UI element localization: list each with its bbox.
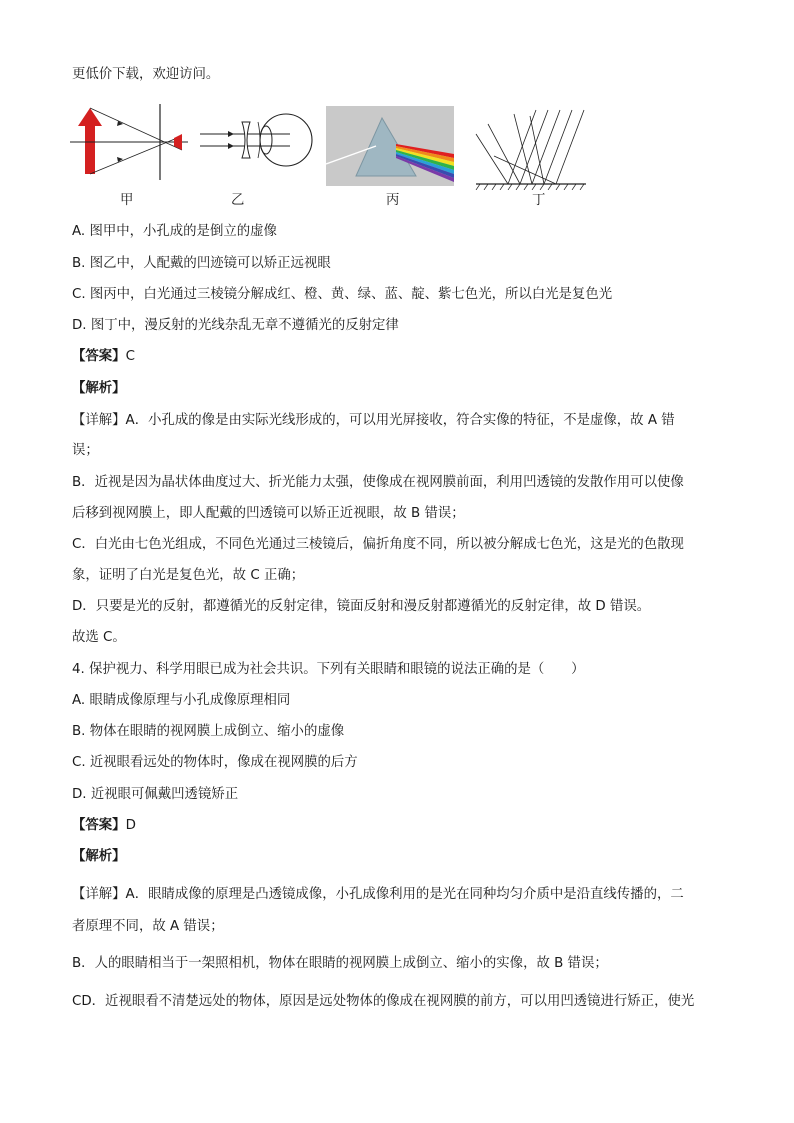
figure-yi-eye-lens bbox=[198, 112, 316, 168]
q4-option-b: B. 物体在眼睛的视网膜上成倒立、缩小的虚像 bbox=[72, 724, 345, 739]
q4-detail-line: CD．近视眼看不清楚远处的物体，原因是远处物体的像成在视网膜的前方，可以用凹透镜进行矫正，使光 bbox=[72, 994, 695, 1009]
q3-detail-line: 误； bbox=[72, 443, 99, 458]
figure-jia-pinhole bbox=[70, 100, 190, 182]
q4-option-c: C. 近视眼看远处的物体时，像成在视网膜的后方 bbox=[72, 755, 358, 770]
q3-option-a: A. 图甲中，小孔成的是倒立的虚像 bbox=[72, 224, 277, 239]
figure-ding-diffuse bbox=[474, 104, 590, 190]
figure-label-jia: 甲 bbox=[120, 193, 134, 208]
q3-analysis-tag: 【解析】 bbox=[72, 381, 126, 396]
q3-detail-line: B．近视是因为晶状体曲度过大、折光能力太强，使像成在视网膜前面，利用凹透镜的发散作用可以使像 bbox=[72, 475, 684, 490]
q4-stem: 4. 保护视力、科学用眼已成为社会共识。下列有关眼睛和眼镜的说法正确的是（ ） bbox=[72, 662, 585, 677]
q3-option-b: B. 图乙中，人配戴的凹迹镜可以矫正远视眼 bbox=[72, 256, 331, 271]
q4-answer-value: D bbox=[125, 818, 136, 833]
q4-analysis-tag: 【解析】 bbox=[72, 849, 126, 864]
q3-detail-line: D．只要是光的反射，都遵循光的反射定律，镜面反射和漫反射都遵循光的反射定律，故 D 错误。 bbox=[72, 599, 651, 614]
q3-answer-tag: 【答案】 bbox=[72, 349, 126, 364]
q4-detail-line: 【详解】A．眼睛成像的原理是凸透镜成像，小孔成像利用的是光在同种均匀介质中是沿直线传播的，二 bbox=[72, 887, 684, 902]
q4-detail-line: 者原理不同，故 A 错误； bbox=[72, 919, 224, 934]
figure-label-yi: 乙 bbox=[231, 193, 245, 208]
q4-option-a: A. 眼睛成像原理与小孔成像原理相同 bbox=[72, 693, 291, 708]
q3-detail-line: 后移到视网膜上，即人配戴的凹透镜可以矫正近视眼，故 B 错误； bbox=[72, 506, 465, 521]
q3-option-c: C. 图丙中，白光通过三棱镜分解成红、橙、黄、绿、蓝、靛、紫七色光，所以白光是复色光 bbox=[72, 287, 613, 302]
q3-answer-value: C bbox=[125, 349, 135, 364]
q3-detail-line: 故选 C。 bbox=[72, 630, 126, 645]
q3-detail-line: 【详解】A．小孔成的像是由实际光线形成的，可以用光屏接收，符合实像的特征，不是虚像，故 A 错 bbox=[72, 413, 675, 428]
q3-detail-line: C．白光由七色光组成，不同色光通过三棱镜后，偏折角度不同，所以被分解成七色光，这是光的色散现 bbox=[72, 537, 684, 552]
header-note: 更低价下载，欢迎访问。 bbox=[72, 67, 220, 82]
figure-bing-prism bbox=[326, 106, 454, 186]
q4-detail-line: B．人的眼睛相当于一架照相机，物体在眼睛的视网膜上成倒立、缩小的实像，故 B 错误； bbox=[72, 956, 608, 971]
q3-detail-line: 象，证明了白光是复色光，故 C 正确； bbox=[72, 568, 305, 583]
figure-label-bing: 丙 bbox=[386, 193, 400, 208]
q4-option-d: D. 近视眼可佩戴凹透镜矫正 bbox=[72, 787, 239, 802]
q4-answer-tag: 【答案】 bbox=[72, 818, 126, 833]
q3-answer bbox=[72, 348, 135, 366]
figure-label-ding: 丁 bbox=[532, 193, 546, 208]
q3-option-d: D. 图丁中，漫反射的光线杂乱无章不遵循光的反射定律 bbox=[72, 318, 399, 333]
q4-answer bbox=[72, 817, 136, 835]
